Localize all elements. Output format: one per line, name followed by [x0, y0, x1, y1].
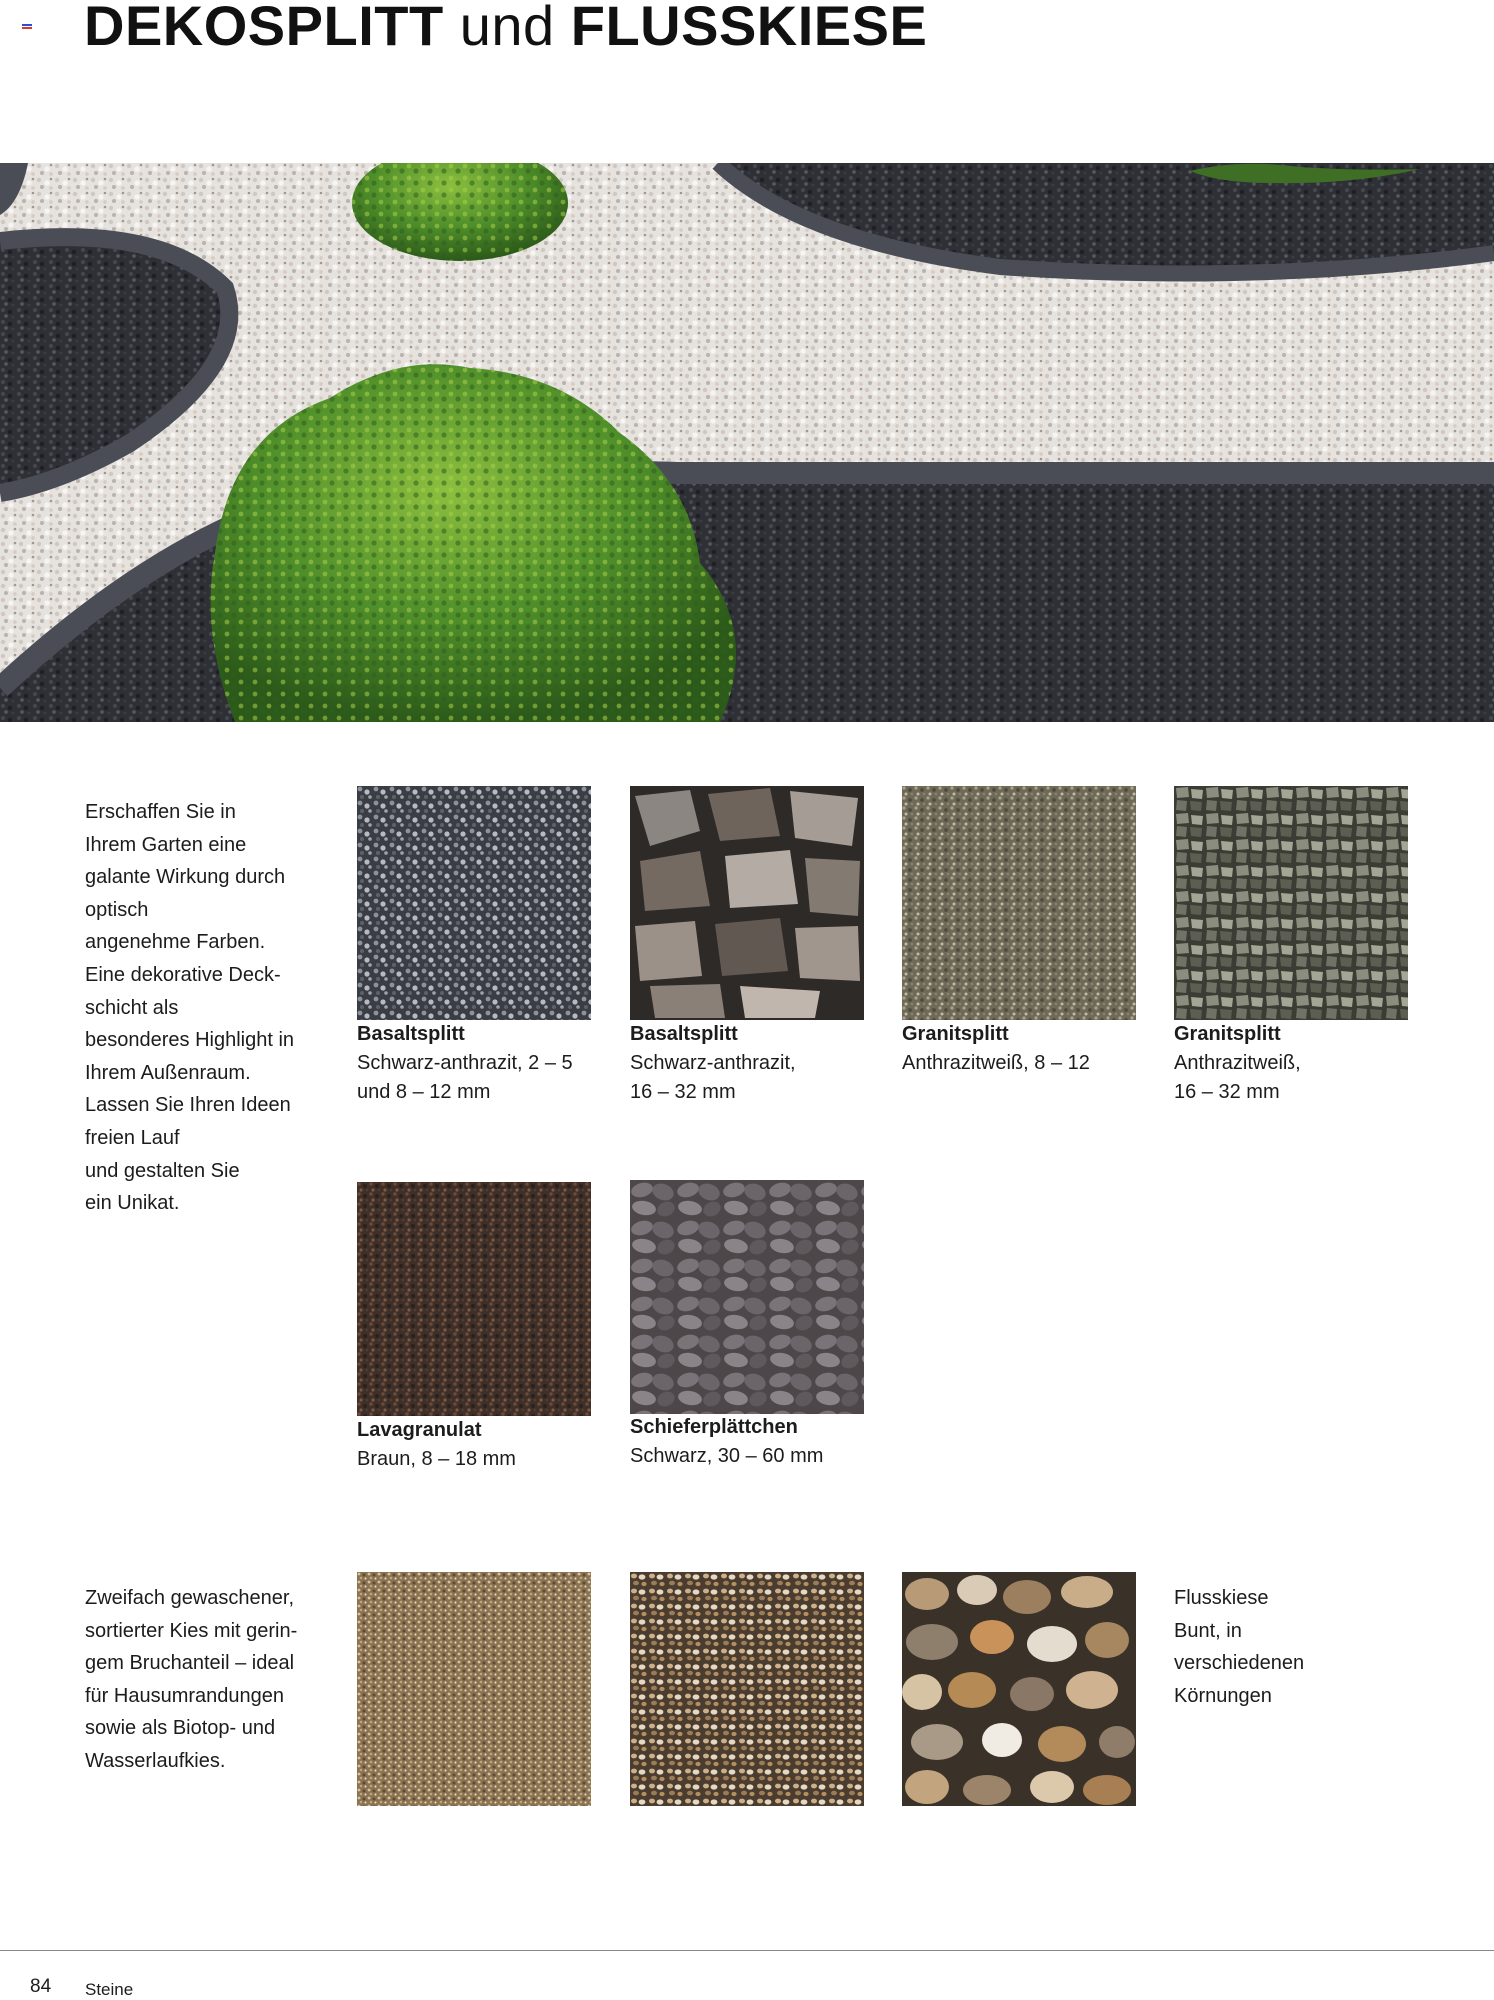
product-spec: Anthrazitweiß, 8 – 12: [902, 1052, 1090, 1074]
product-caption: [357, 1416, 516, 1474]
product-spec: Anthrazitweiß, 16 – 32 mm: [1174, 1052, 1301, 1103]
product-image-granitsplitt-coarse: [1174, 786, 1408, 1020]
flusskies-image-fine: [357, 1572, 591, 1806]
flusskiese-caption: [1174, 1582, 1304, 1712]
product-image-lavagranulat: [357, 1182, 591, 1416]
section-name: Steine: [85, 1980, 134, 1999]
product-caption: [1174, 1020, 1301, 1107]
product-caption: [630, 1413, 823, 1471]
hero-garden-photo: [0, 163, 1494, 722]
product-caption: [357, 1020, 573, 1107]
product-spec: Schwarz, 30 – 60 mm: [630, 1445, 824, 1467]
product-name: Basaltsplitt: [357, 1023, 465, 1045]
product-name: Schieferplättchen: [630, 1416, 798, 1438]
kies-description: Zweifach gewaschener, sortierter Kies mit gerin- gem Bruchanteil – ideal für Hausumrandungen sowie als Biotop- und Wasserlaufkies.: [85, 1587, 298, 1772]
title-part-und: und: [443, 0, 571, 57]
product-spec: Schwarz-anthrazit, 2 – 5 und 8 – 12 mm: [357, 1052, 573, 1103]
product-spec: Schwarz-anthrazit, 16 – 32 mm: [630, 1052, 796, 1103]
product-image-basaltsplitt-coarse: [630, 786, 864, 1020]
intro-text: Erschaffen Sie in Ihrem Garten eine galante Wirkung durch optisch angenehme Farben. Eine dekorative Deck- schicht als besonderes Highlight in Ihrem Außenraum. Lassen Sie Ihren Ideen freien Lauf und gestalten Sie ein Unikat.: [85, 801, 295, 1215]
page-number: 84: [30, 1976, 52, 1997]
flusskies-image-medium: [630, 1572, 864, 1806]
footer-rule: [0, 1950, 1494, 1951]
product-name: Lavagranulat: [357, 1419, 482, 1441]
flusskies-image-coarse: [902, 1572, 1136, 1806]
page-marker-icon: [22, 24, 32, 30]
page-title: [84, 0, 928, 57]
product-caption: [630, 1020, 796, 1107]
product-name: Basaltsplitt: [630, 1023, 738, 1045]
title-part-dekosplitt: DEKOSPLITT: [84, 0, 444, 57]
product-caption: [902, 1020, 1090, 1078]
flusskiese-caption-text: Flusskiese Bunt, in verschiedenen Körnungen: [1174, 1587, 1305, 1707]
product-name: Granitsplitt: [902, 1023, 1009, 1045]
product-spec: Braun, 8 – 18 mm: [357, 1448, 516, 1470]
product-name: Granitsplitt: [1174, 1023, 1281, 1045]
product-image-schieferplaettchen: [630, 1180, 864, 1414]
product-image-basaltsplitt-fine: [357, 786, 591, 1020]
title-part-flusskiese: FLUSSKIESE: [570, 0, 928, 57]
product-image-granitsplitt-fine: [902, 786, 1136, 1020]
